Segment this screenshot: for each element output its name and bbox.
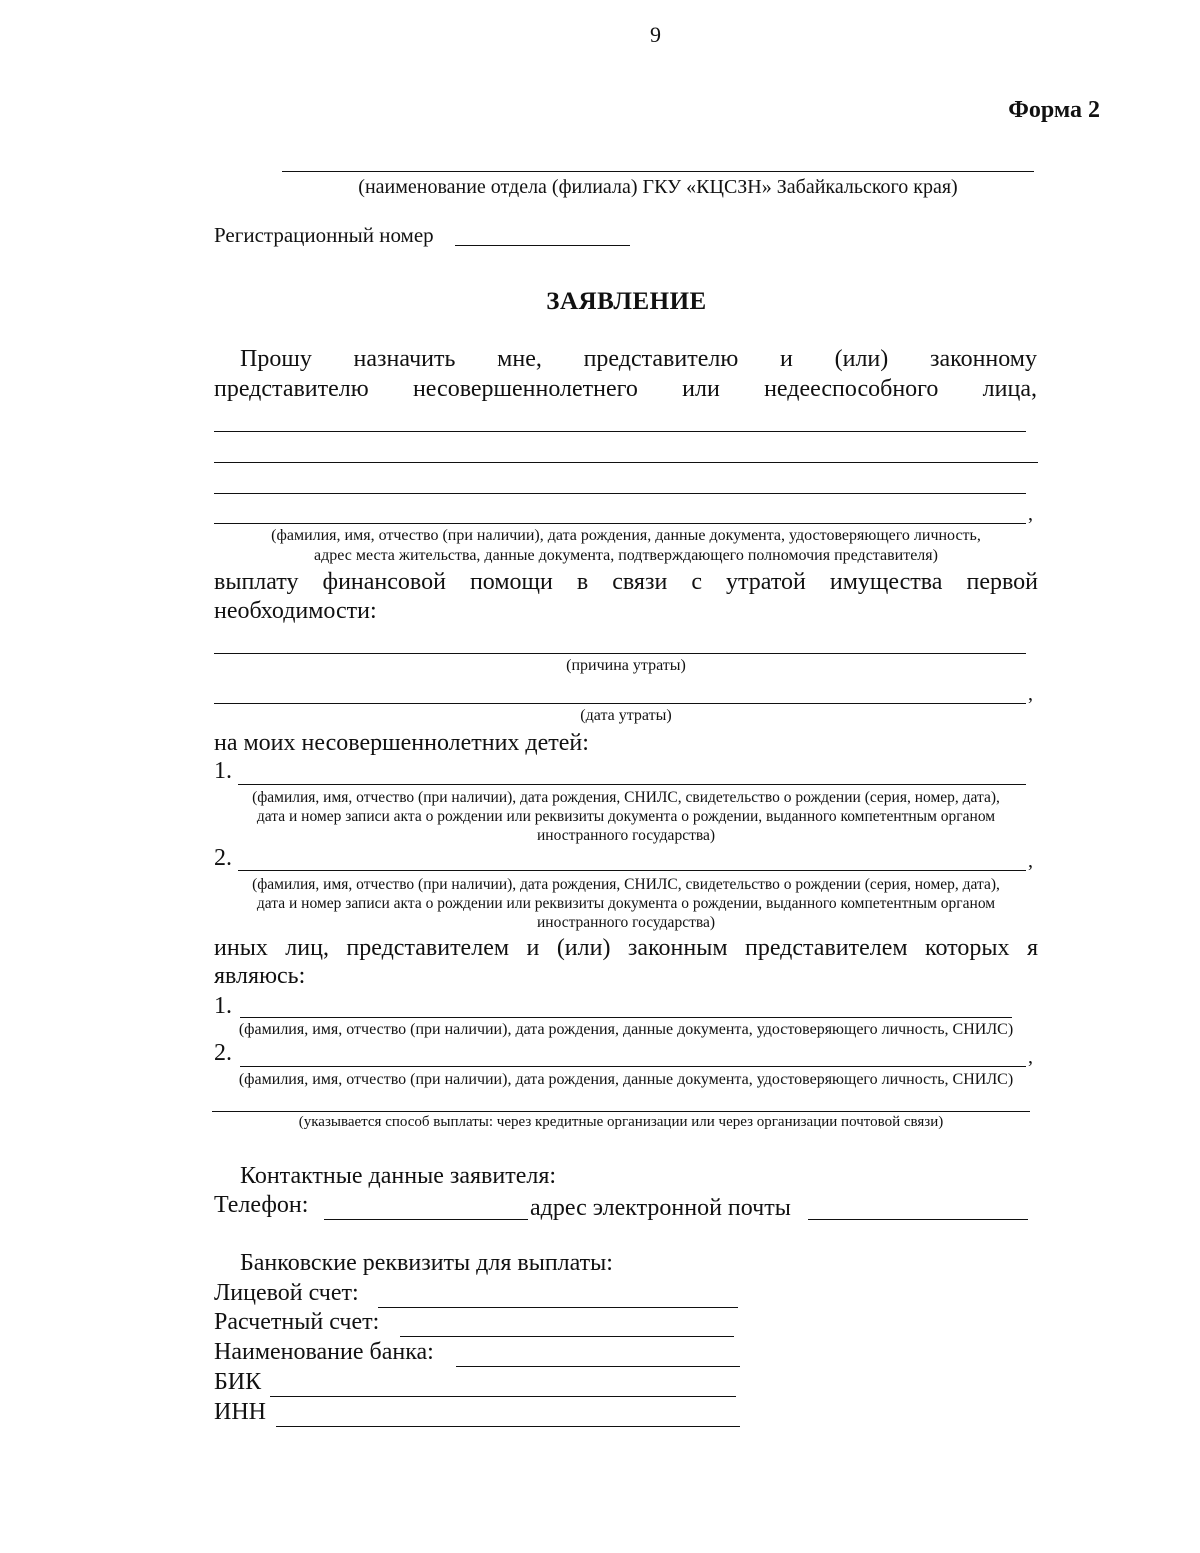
other-2-field[interactable]: [240, 1066, 1026, 1067]
child-2-caption-line-2: дата и номер записи акта о рождении или реквизиты документа о рождении, выданного компетентным органом: [256, 895, 996, 912]
child-1-number: 1.: [214, 758, 232, 784]
other-1-field[interactable]: [240, 1017, 1012, 1018]
personal-account-field[interactable]: [378, 1307, 738, 1308]
others-heading-line-1: иных лиц, представителем и (или) законным представителем которых я: [214, 935, 1038, 961]
email-label: адрес электронной почты: [530, 1195, 791, 1221]
registration-number-field[interactable]: [455, 245, 630, 246]
bank-name-field[interactable]: [456, 1366, 740, 1367]
document-title: ЗАЯВЛЕНИЕ: [546, 288, 707, 315]
request-line-2: представителю несовершеннолетнего или недееспособного лица,: [214, 376, 1037, 402]
phone-field[interactable]: [324, 1219, 528, 1220]
child-1-caption-line-2: дата и номер записи акта о рождении или реквизиты документа о рождении, выданного компетентным органом: [256, 808, 996, 825]
bik-field[interactable]: [270, 1396, 736, 1397]
bank-heading: Банковские реквизиты для выплаты:: [240, 1250, 613, 1276]
other-1-caption: (фамилия, имя, отчество (при наличии), дата рождения, данные документа, удостоверяющего личность, СНИЛС): [238, 1021, 1014, 1038]
registration-label: Регистрационный номер: [214, 223, 434, 247]
inn-field[interactable]: [276, 1426, 740, 1427]
settlement-account-field[interactable]: [400, 1336, 734, 1337]
children-heading: на моих несовершеннолетних детей:: [214, 730, 589, 756]
email-field[interactable]: [808, 1219, 1028, 1220]
loss-date-comma: ,: [1028, 683, 1033, 705]
child-1-caption-line-1: (фамилия, имя, отчество (при наличии), дата рождения, СНИЛС, свидетельство о рождении (серия, номер, дата),: [252, 789, 1000, 806]
form-label: Форма 2: [1008, 97, 1100, 123]
other-2-number: 2.: [214, 1040, 232, 1066]
loss-reason-caption: (причина утраты): [566, 657, 686, 674]
child-1-field[interactable]: [238, 784, 1026, 785]
department-caption: (наименование отдела (филиала) ГКУ «КЦСЗН» Забайкальского края): [358, 176, 958, 198]
bik-label: БИК: [214, 1369, 262, 1395]
child-2-comma: ,: [1028, 850, 1033, 872]
others-heading-line-2: являюсь:: [214, 963, 306, 989]
payment-purpose-line-2: необходимости:: [214, 598, 377, 624]
loss-date-caption: (дата утраты): [580, 707, 672, 724]
payment-method-caption: (указывается способ выплаты: через кредитные организации или через организации почтовой связи): [298, 1114, 944, 1130]
applicant-field-line-4[interactable]: [214, 523, 1026, 524]
inn-label: ИНН: [214, 1399, 266, 1425]
page-number: 9: [650, 22, 661, 47]
applicant-comma: ,: [1028, 503, 1033, 525]
other-1-number: 1.: [214, 993, 232, 1019]
department-field-line[interactable]: [282, 171, 1034, 172]
other-2-caption: (фамилия, имя, отчество (при наличии), дата рождения, данные документа, удостоверяющего личность, СНИЛС): [238, 1071, 1014, 1088]
request-line-1: Прошу назначить мне, представителю и (или) законному: [240, 346, 1037, 372]
loss-reason-field[interactable]: [214, 653, 1026, 654]
other-2-comma: ,: [1028, 1046, 1033, 1068]
loss-date-field[interactable]: [214, 703, 1026, 704]
child-2-caption-line-3: иностранного государства): [536, 914, 715, 931]
child-2-field[interactable]: [238, 870, 1026, 871]
applicant-caption-line-1: (фамилия, имя, отчество (при наличии), дата рождения, данные документа, удостоверяющего личность,: [271, 527, 981, 544]
settlement-account-label: Расчетный счет:: [214, 1309, 380, 1335]
applicant-field-line-1[interactable]: [214, 431, 1026, 432]
personal-account-label: Лицевой счет:: [214, 1280, 359, 1306]
payment-purpose-line-1: выплату финансовой помощи в связи с утратой имущества первой: [214, 569, 1038, 595]
payment-method-field[interactable]: [212, 1111, 1030, 1112]
applicant-field-line-3[interactable]: [214, 493, 1026, 494]
contacts-heading: Контактные данные заявителя:: [240, 1163, 557, 1189]
child-2-number: 2.: [214, 845, 232, 871]
applicant-caption-line-2: адрес места жительства, данные документа, подтверждающего полномочия представителя): [314, 547, 938, 564]
child-1-caption-line-3: иностранного государства): [536, 827, 715, 844]
bank-name-label: Наименование банка:: [214, 1339, 434, 1365]
child-2-caption-line-1: (фамилия, имя, отчество (при наличии), дата рождения, СНИЛС, свидетельство о рождении (серия, номер, дата),: [252, 876, 1000, 893]
phone-label: Телефон:: [214, 1192, 309, 1218]
applicant-field-line-2[interactable]: [214, 462, 1038, 463]
